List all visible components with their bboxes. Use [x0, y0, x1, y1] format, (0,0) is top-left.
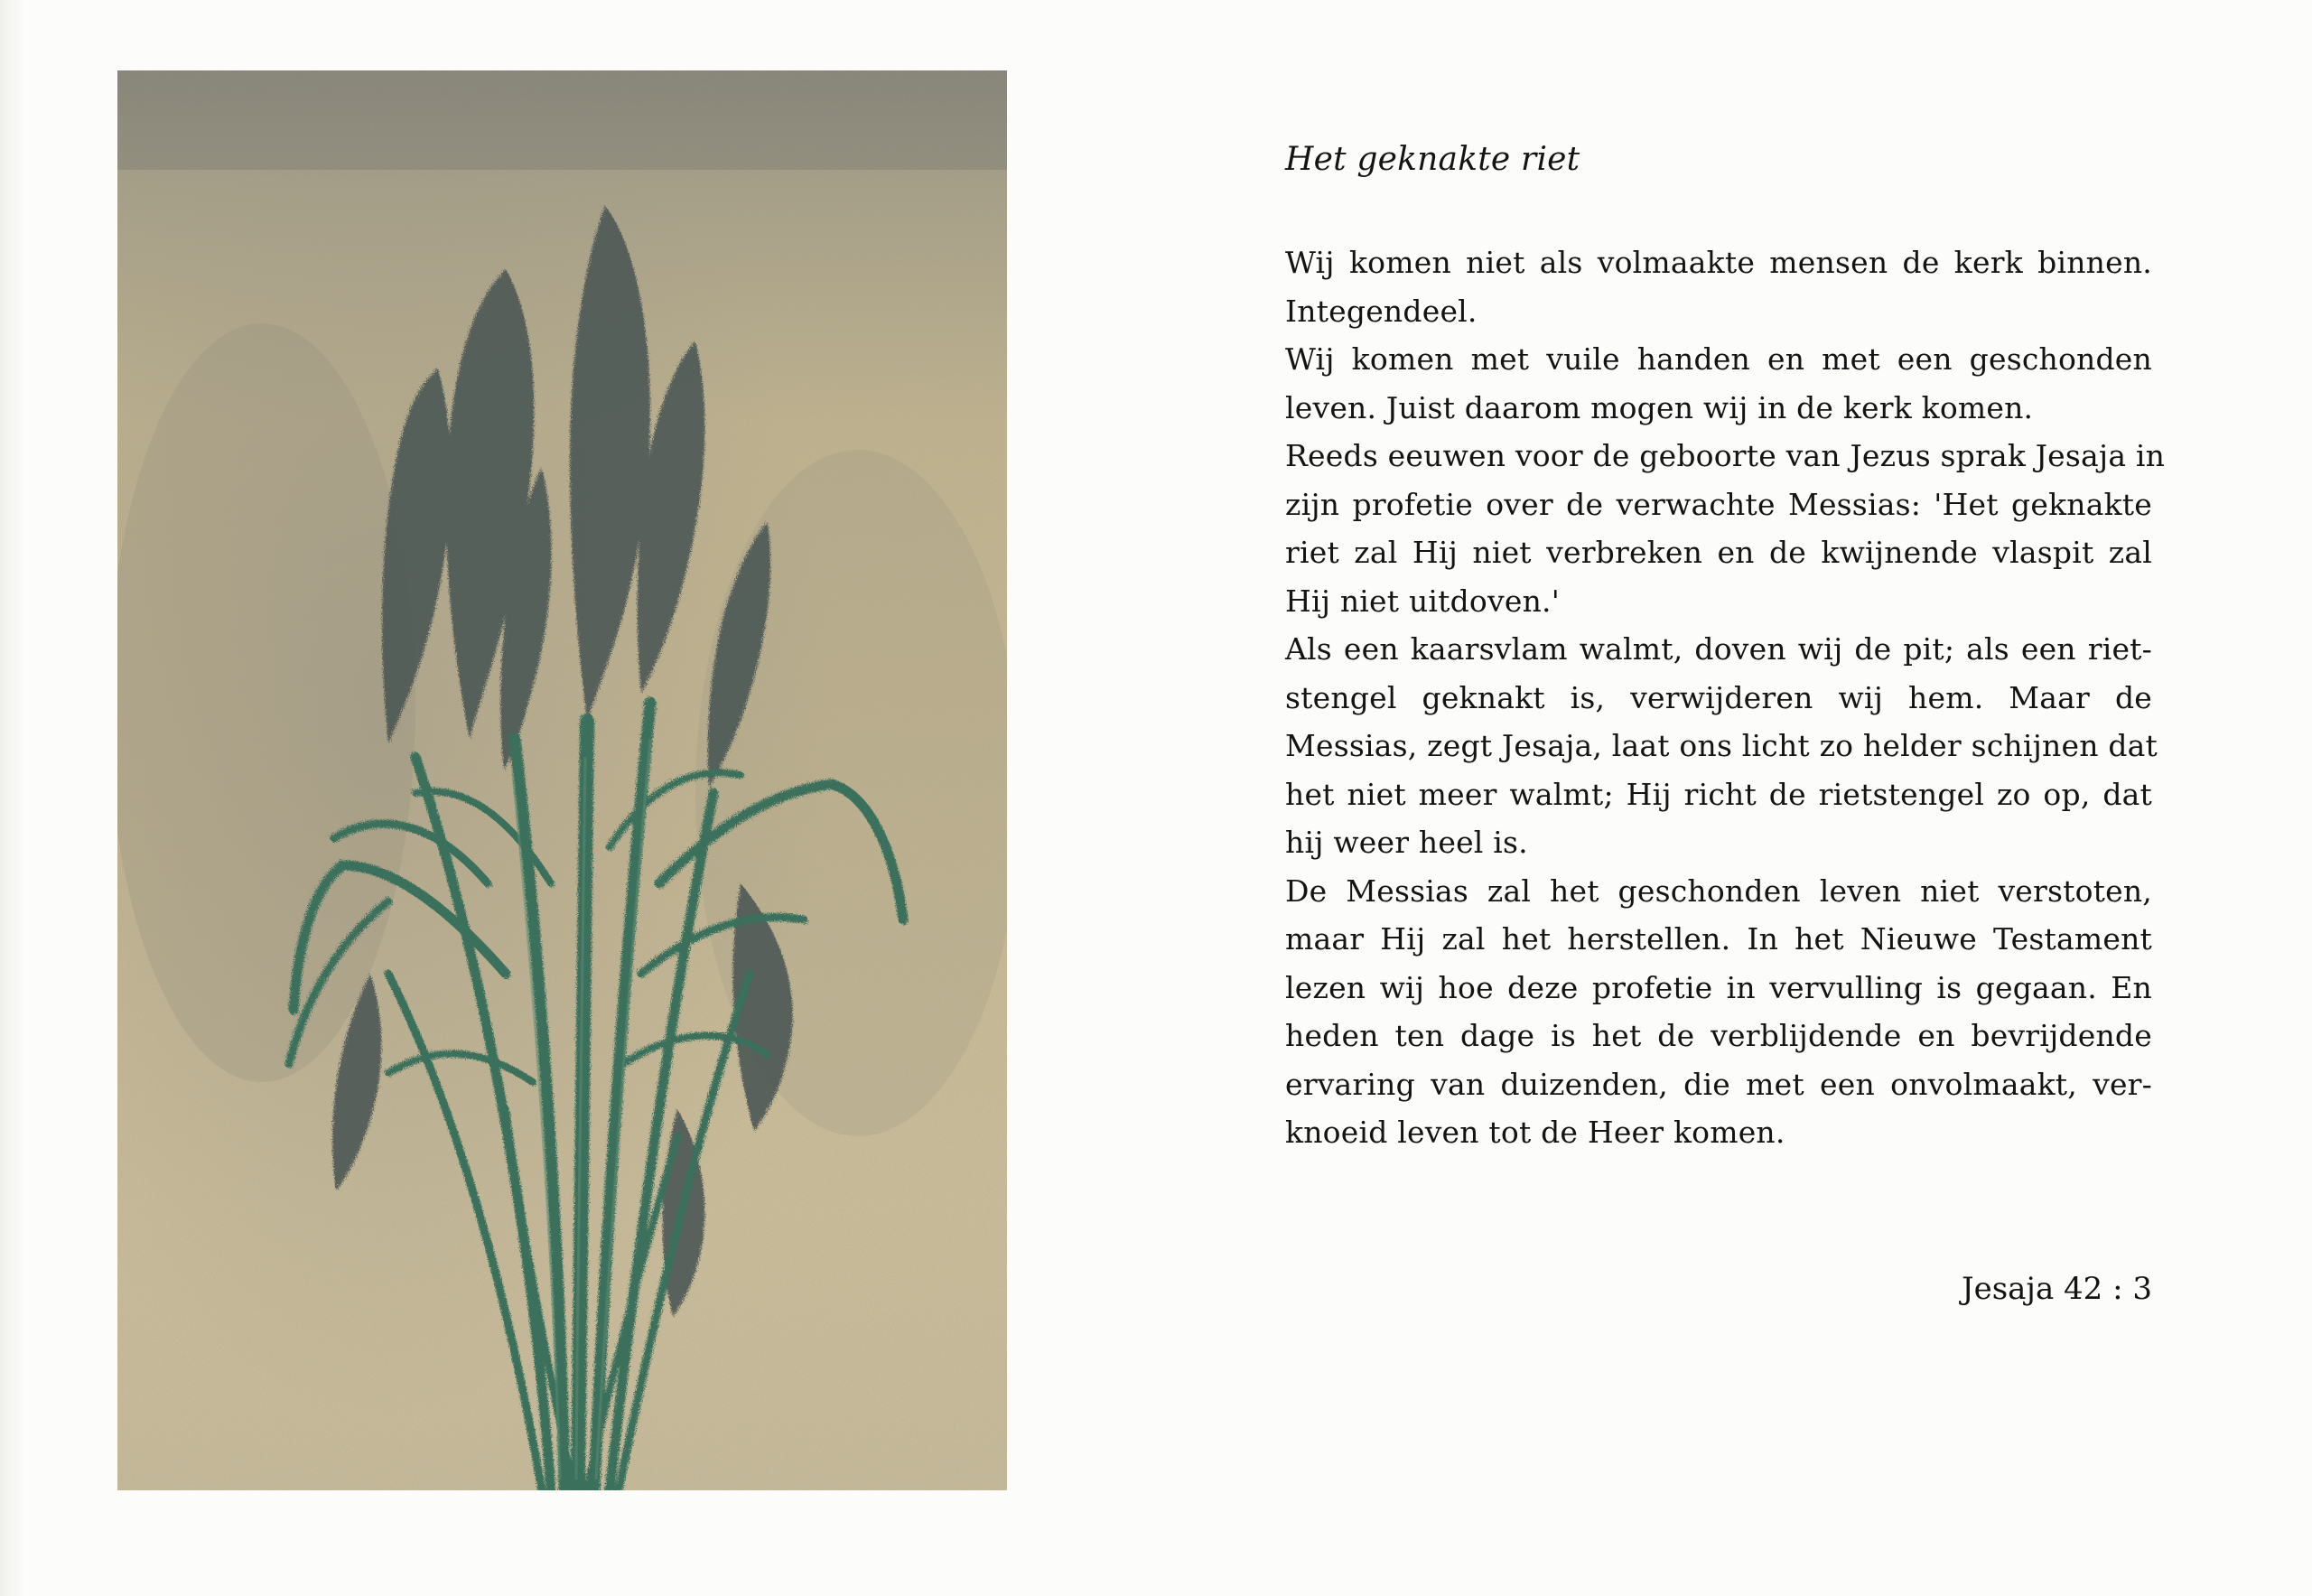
text-line: Hij niet uitdoven.': [1285, 583, 1560, 619]
reed-tapestry-icon: [117, 70, 1007, 1490]
text-line: ervaring van duizenden, die met een onvolmaakt, ver-: [1285, 1066, 2152, 1102]
bible-reference: Jesaja 42 : 3: [1961, 1271, 2152, 1307]
text-line: knoeid leven tot de Heer komen.: [1285, 1115, 1785, 1150]
tapestry-illustration: [117, 70, 1007, 1490]
text-line: zijn profetie over de verwachte Messias: 'Het geknakte: [1285, 486, 2152, 522]
chapter-title: Het geknakte riet: [1285, 141, 1580, 178]
text-line: heden ten dage is het de verblijdende en bevrijdende: [1285, 1018, 2152, 1053]
text-line: Wij komen met vuile handen en met een geschonden: [1285, 341, 2152, 377]
body-text: [1285, 238, 2166, 1157]
text-line: Als een kaarsvlam walmt, doven wij de pit; als een riet-: [1285, 631, 2152, 667]
text-column: [1285, 135, 2166, 1307]
text-line: riet zal Hij niet verbreken en de kwijnende vlaspit zal: [1285, 535, 2152, 570]
text-line: Reeds eeuwen voor de geboorte van Jezus sprak Jesaja in: [1285, 438, 2166, 473]
text-line: hij weer heel is.: [1285, 825, 1528, 860]
text-line: Wij komen niet als volmaakte mensen de kerk binnen.: [1285, 245, 2152, 280]
text-line: Messias, zegt Jesaja, laat ons licht zo helder schijnen dat: [1285, 728, 2158, 763]
text-line: Integendeel.: [1285, 293, 1478, 329]
text-line: leven. Juist daarom mogen wij in de kerk komen.: [1285, 389, 2034, 425]
text-line: lezen wij hoe deze profetie in vervulling is gegaan. En: [1285, 969, 2152, 1005]
text-line: maar Hij zal het herstellen. In het Nieuwe Testament: [1285, 921, 2152, 957]
text-line: De Messias zal het geschonden leven niet verstoten,: [1285, 873, 2152, 909]
text-line: het niet meer walmt; Hij richt de rietstengel zo op, dat: [1285, 776, 2152, 812]
page-edge: [0, 0, 23, 1596]
text-line: stengel geknakt is, verwijderen wij hem. Maar de: [1285, 679, 2152, 715]
